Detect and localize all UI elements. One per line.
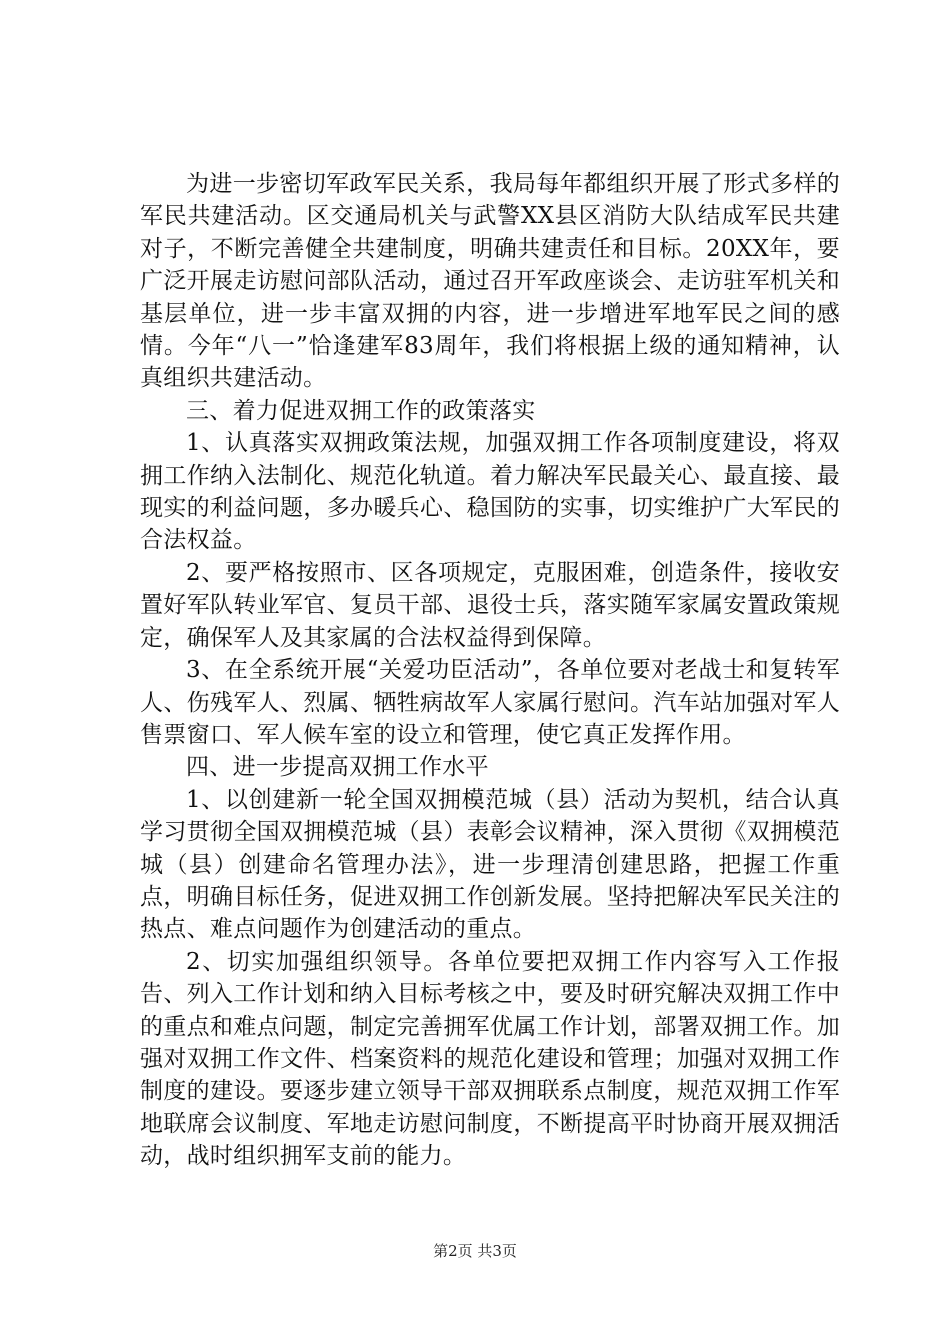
paragraph-3-3: 3、在全系统开展“关爱功臣活动”，各单位要对老战士和复转军人、伤残军人、烈属、牺牲病故军人家属行慰问。汽车站加强对军人售票窗口、军人候车室的设立和管理，使它真正发挥作用。 — [140, 657, 840, 748]
document-body — [140, 168, 840, 1173]
paragraph-3-1: 1、认真落实双拥政策法规，加强双拥工作各项制度建设，将双拥工作纳入法制化、规范化轨道。着力解决军民最关心、最直接、最现实的利益问题，多办暖兵心、稳国防的实事，切实维护广大军民的合法权益。 — [140, 430, 840, 554]
paragraph-4-1: 1、以创建新一轮全国双拥模范城（县）活动为契机，结合认真学习贯彻全国双拥模范城（县）表彰会议精神，深入贯彻《双拥模范城（县）创建命名管理办法》，进一步理清创建思路，把握工作重点，明确目标任务，促进双拥工作创新发展。坚持把解决军民关注的热点、难点问题作为创建活动的重点。 — [140, 786, 840, 943]
paragraph-4-2: 2、切实加强组织领导。各单位要把双拥工作内容写入工作报告、列入工作计划和纳入目标考核之中，要及时研究解决双拥工作中的重点和难点问题，制定完善拥军优属工作计划，部署双拥工作。加强对双拥工作文件、档案资料的规范化建设和管理；加强对双拥工作制度的建设。要逐步建立领导干部双拥联系点制度，规范双拥工作军地联席会议制度、军地走访慰问制度，不断提高平时协商开展双拥活动，战时组织拥军支前的能力。 — [140, 948, 840, 1170]
section-heading-3: 三、着力促进双拥工作的政策落实 — [186, 397, 536, 424]
page-number-footer: 第2页 共3页 — [433, 1242, 517, 1260]
section-heading-4: 四、进一步提高双拥工作水平 — [186, 754, 489, 781]
paragraph-intro: 为进一步密切军政军民关系，我局每年都组织开展了形式多样的军民共建活动。区交通局机关与武警XX县区消防大队结成军民共建对子，不断完善健全共建制度，明确共建责任和目标。20XX年，要广泛开展走访慰问部队活动，通过召开军政座谈会、走访驻军机关和基层单位，进一步丰富双拥的内容，进一步增进军地军民之间的感情。今年“八一”恰逢建军83周年，我们将根据上级的通知精神，认真组织共建活动。 — [140, 171, 840, 392]
paragraph-3-2: 2、要严格按照市、区各项规定，克服困难，创造条件，接收安置好军队转业军官、复员干部、退役士兵，落实随军家属安置政策规定，确保军人及其家属的合法权益得到保障。 — [140, 559, 840, 651]
